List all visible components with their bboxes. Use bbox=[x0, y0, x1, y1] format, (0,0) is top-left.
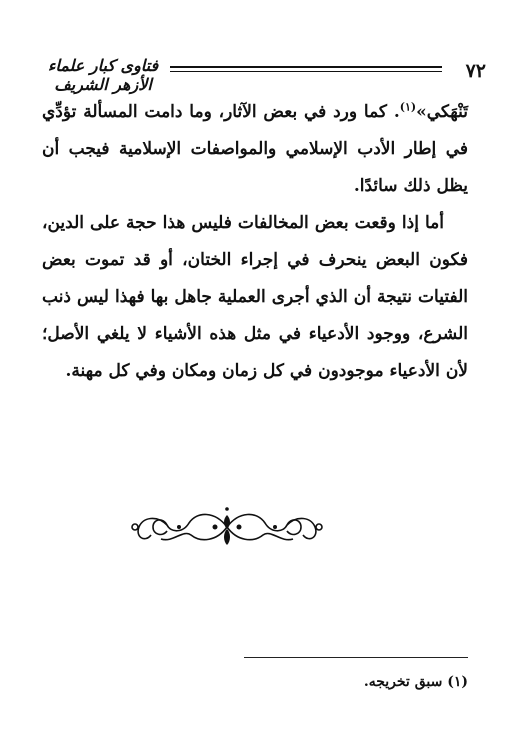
footnote: (١) سبق تخريجه. bbox=[363, 674, 468, 690]
paragraph-1-rest: . كما ورد في بعض الآثار، وما دامت المسألة تؤدِّي في إطار الأدب الإسلامي والمواصفات الإسلامية فيجب أن يظل ذلك سائدًا. bbox=[42, 102, 468, 196]
page-number: ٧٢ bbox=[465, 60, 486, 82]
footnote-separator bbox=[244, 657, 468, 658]
footnote-reference: (١) bbox=[399, 100, 417, 114]
paragraph-1 bbox=[42, 94, 468, 205]
header-rule bbox=[170, 66, 442, 72]
page-header bbox=[18, 56, 490, 94]
main-text bbox=[42, 94, 468, 390]
paragraph-1-start: تَنْهَكي» bbox=[416, 102, 468, 122]
book-title: فتاوى كبار علماء الأزهر الشريف bbox=[47, 56, 159, 94]
floral-divider-ornament-icon bbox=[127, 503, 327, 551]
paragraph-2: أما إذا وقعت بعض المخالفات فليس هذا حجة على الدين، فكون البعض ينحرف في إجراء الختان، أو قد تموت بعض الفتيات نتيجة أن الذي أجرى العملية جاهل بها فهذا ليس ذنب الشرع، ووجود الأدعياء في مثل هذه الأشياء لا يلغي الأصل؛ لأن الأدعياء موجودون في كل زمان ومكان وفي كل مهنة. bbox=[42, 213, 468, 381]
